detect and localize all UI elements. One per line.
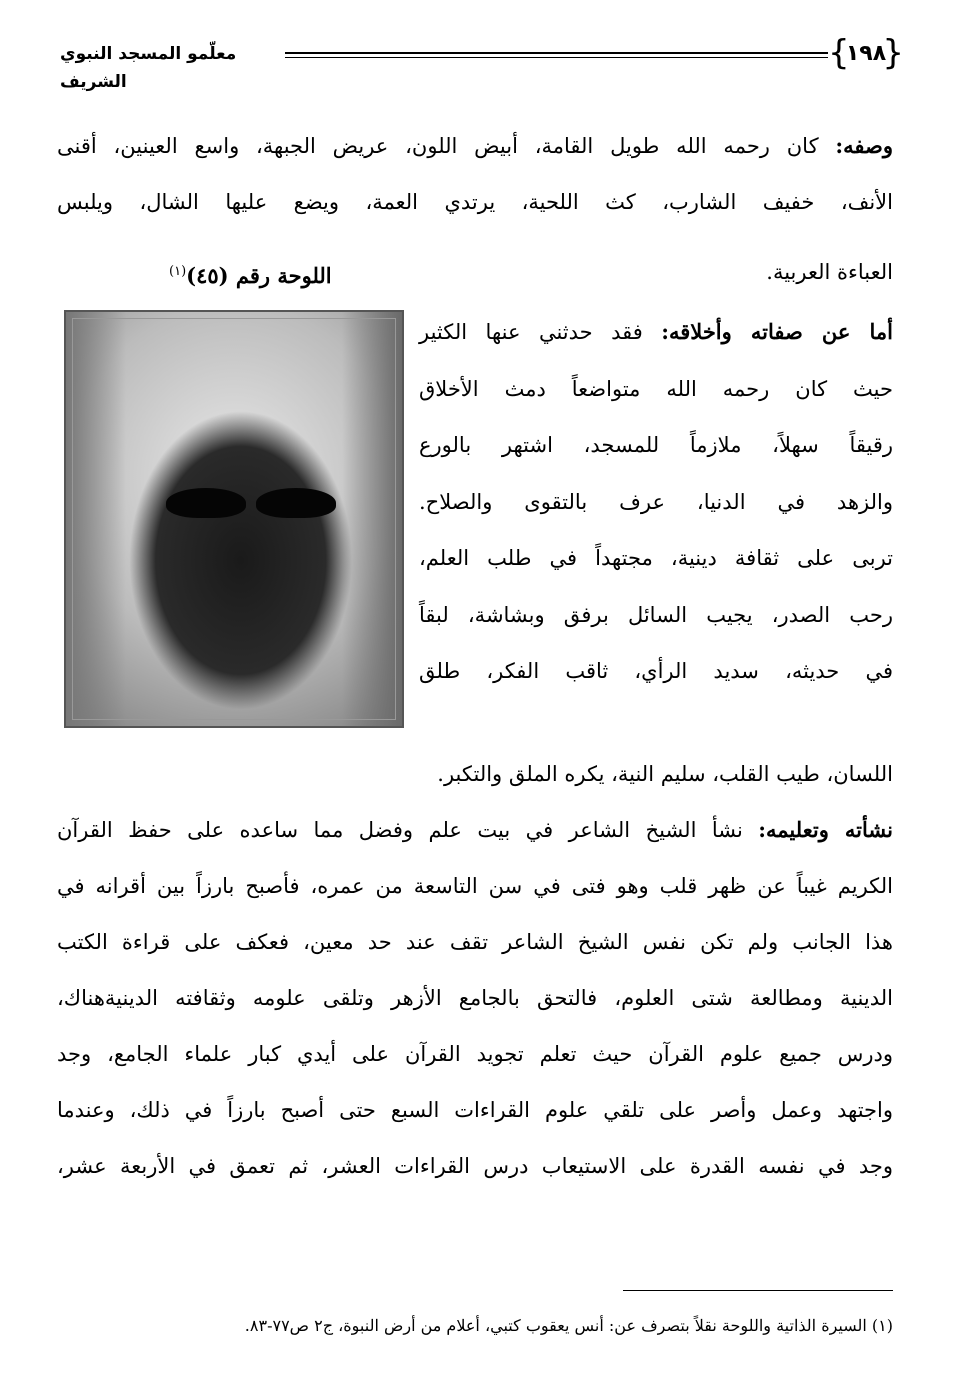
text-line: واجتهد وعمل وأصر على تلقي علوم القراءات السبع حتى أصبح بارزاً في ذلك، وعندما: [57, 1098, 893, 1122]
bracket-left: }: [828, 33, 850, 73]
text-line: ودرس جميع علوم القرآن حيث تعلم تجويد القرآن على أيدي كبار علماء الجامع، وجد: [57, 1042, 893, 1066]
text-line-content: فقد حدثني عنها الكثير: [419, 320, 643, 344]
text-line: [57, 118, 893, 174]
footnote-rule: [623, 1290, 893, 1291]
text-line: رحب الصدر، يجيب السائل برفق وبشاشة، لبقاً: [419, 602, 893, 627]
plate-caption-line: [57, 252, 893, 292]
header-rule-thin: [285, 57, 828, 58]
plate-caption: [169, 252, 332, 296]
running-title: معلّمو المسجد النبوي الشريف: [60, 44, 237, 92]
text-line: [57, 802, 893, 858]
page-number-value: ١٩٨: [845, 41, 887, 66]
footnote: (١) السيرة الذاتية واللوحة نقلاً بتصرف عن: أنس يعقوب كتبي، أعلام من أرض النبوة، ج٢ ص٧٧-٨٣.: [244, 1316, 893, 1335]
text-line: رقيقاً سهلاً، ملازماً للمسجد، اشتهر بالورع: [419, 433, 893, 457]
character-paragraph-end: [57, 746, 893, 802]
description-lead: وصفه:: [835, 133, 893, 158]
character-paragraph: [419, 304, 893, 700]
portrait-photo: [64, 310, 404, 728]
footnote-marker: (١): [169, 264, 187, 279]
text-line: الأنف، خفيف الشارب، كث اللحية، يرتدي العمة، ويضع عليها الشال، ويلبس: [57, 190, 893, 214]
bracket-right: {: [882, 33, 904, 73]
text-line-content: كان رحمه الله طويل القامة، أبيض اللون، عريض الجبهة، واسع العينين، أقنى: [57, 134, 819, 158]
page-header: [60, 33, 904, 92]
text-line: [419, 304, 893, 361]
text-line-content: نشأ الشيخ الشاعر في بيت علم وفضل مما ساعده على حفظ القرآن: [57, 818, 743, 842]
text-line: وجد في نفسه القدرة على الاستيعاب درس القراءات العشر، ثم تعمق في الأربعة عشر،: [57, 1154, 893, 1178]
text-line: والزهد في الدنيا، عرف بالتقوى والصلاح.: [419, 489, 893, 514]
plate-caption-text: اللوحة رقم (٤٥): [186, 263, 332, 288]
text-line: في حديثه، سديد الرأي، ثاقب الفكر، طلق: [419, 659, 893, 683]
text-line: العباءة العربية.: [766, 260, 893, 284]
photo-inner-frame: [72, 318, 396, 720]
header-rule: [285, 52, 828, 54]
text-line: حيث كان رحمه الله متواضعاً دمث الأخلاق: [419, 376, 893, 401]
page-number: [828, 33, 904, 74]
text-line: الدينية ومطالعة شتى العلوم، فالتحق بالجامع الأزهر وتلقى علومه وثقافته الدينيةهناك،: [57, 986, 893, 1010]
text-line: الكريم غيباً عن ظهر قلب وهو فتى في سن التاسعة من عمره، فأصبح بارزاً بين أقرانه في: [57, 874, 893, 898]
upbringing-paragraph: [57, 802, 893, 1194]
character-lead: أما عن صفاته وأخلاقه:: [661, 319, 893, 344]
description-paragraph: [57, 118, 893, 230]
text-line: تربى على ثقافة دينية، مجتهداً في طلب العلم،: [419, 546, 893, 570]
upbringing-lead: نشأته وتعليمه:: [758, 817, 893, 842]
text-line: اللسان، طيب القلب، سليم النية، يكره الملق والتكبر.: [437, 762, 893, 786]
text-line: هذا الجانب ولم تكن نفس الشيخ الشاعر تقف عند حد معين، فعكف على قراءة الكتب: [57, 930, 893, 954]
